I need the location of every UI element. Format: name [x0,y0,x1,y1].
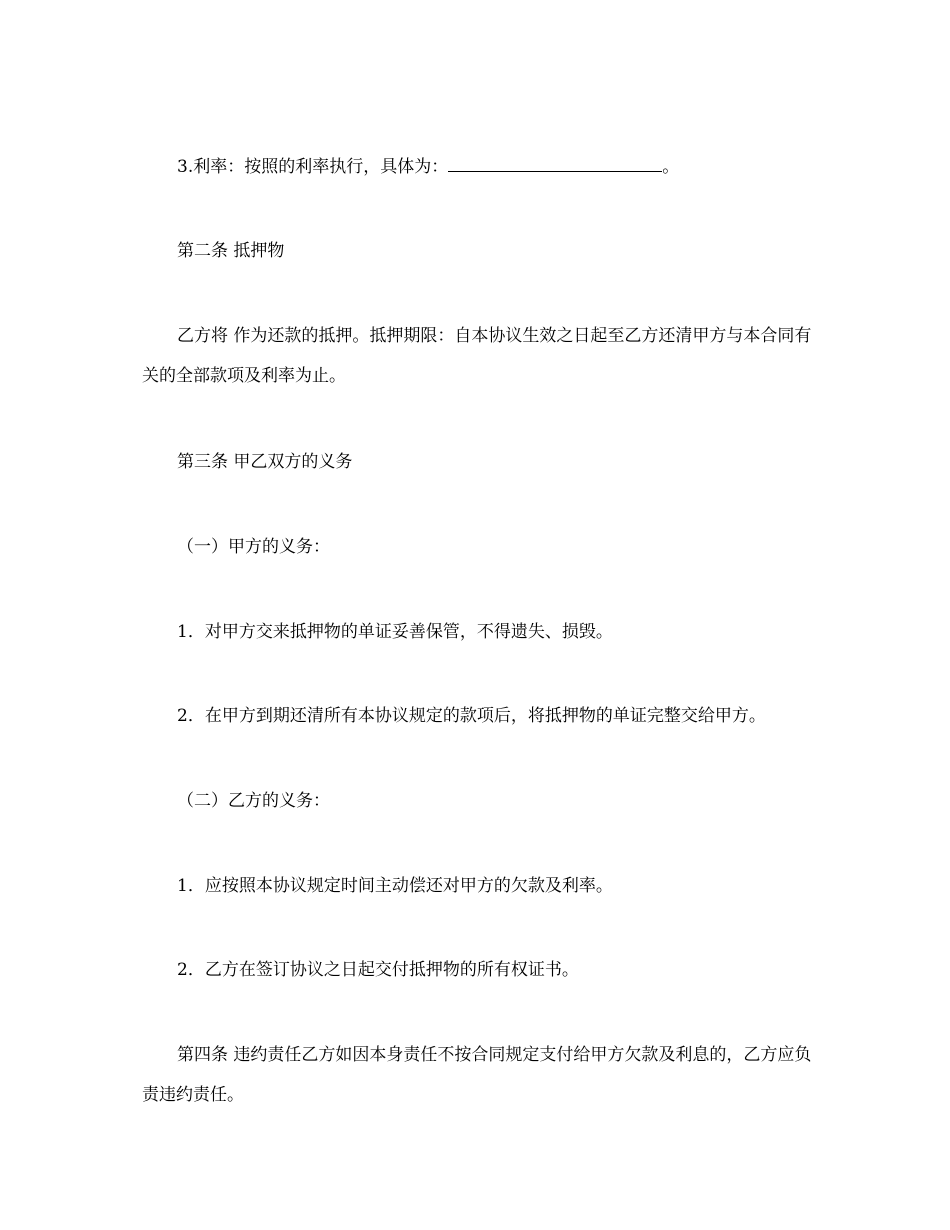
article-4-body: 第四条 违约责任乙方如因本身责任不按合同规定支付给甲方欠款及利息的，乙方应负责违约责任。 [142,1045,812,1105]
rate-clause-end: 。 [662,157,680,177]
article-2-body: 乙方将 作为还款的抵押。抵押期限：自本协议生效之日起至乙方还清甲方与本合同有关的全部款项及利率为止。 [142,326,812,386]
party-a-item-1: 1．对甲方交来抵押物的单证妥善保管，不得遗失、损毁。 [177,622,613,642]
rate-clause-text: 3.利率：按照的利率执行，具体为： [177,157,449,177]
article-2-title: 第二条 抵押物 [177,241,285,261]
article-3-title: 第三条 甲乙双方的义务 [177,452,353,472]
party-b-item-2: 2．乙方在签订协议之日起交付抵押物的所有权证书。 [177,960,579,980]
rate-blank-line [448,151,662,172]
party-a-item-2: 2．在甲方到期还清所有本协议规定的款项后，将抵押物的单证完整交给甲方。 [177,706,766,726]
party-b-item-1: 1．应按照本协议规定时间主动偿还对甲方的欠款及利率。 [177,876,613,896]
party-b-obligations-heading: （二）乙方的义务： [177,791,330,811]
rate-clause [142,147,822,187]
party-a-obligations-heading: （一）甲方的义务： [177,537,330,557]
